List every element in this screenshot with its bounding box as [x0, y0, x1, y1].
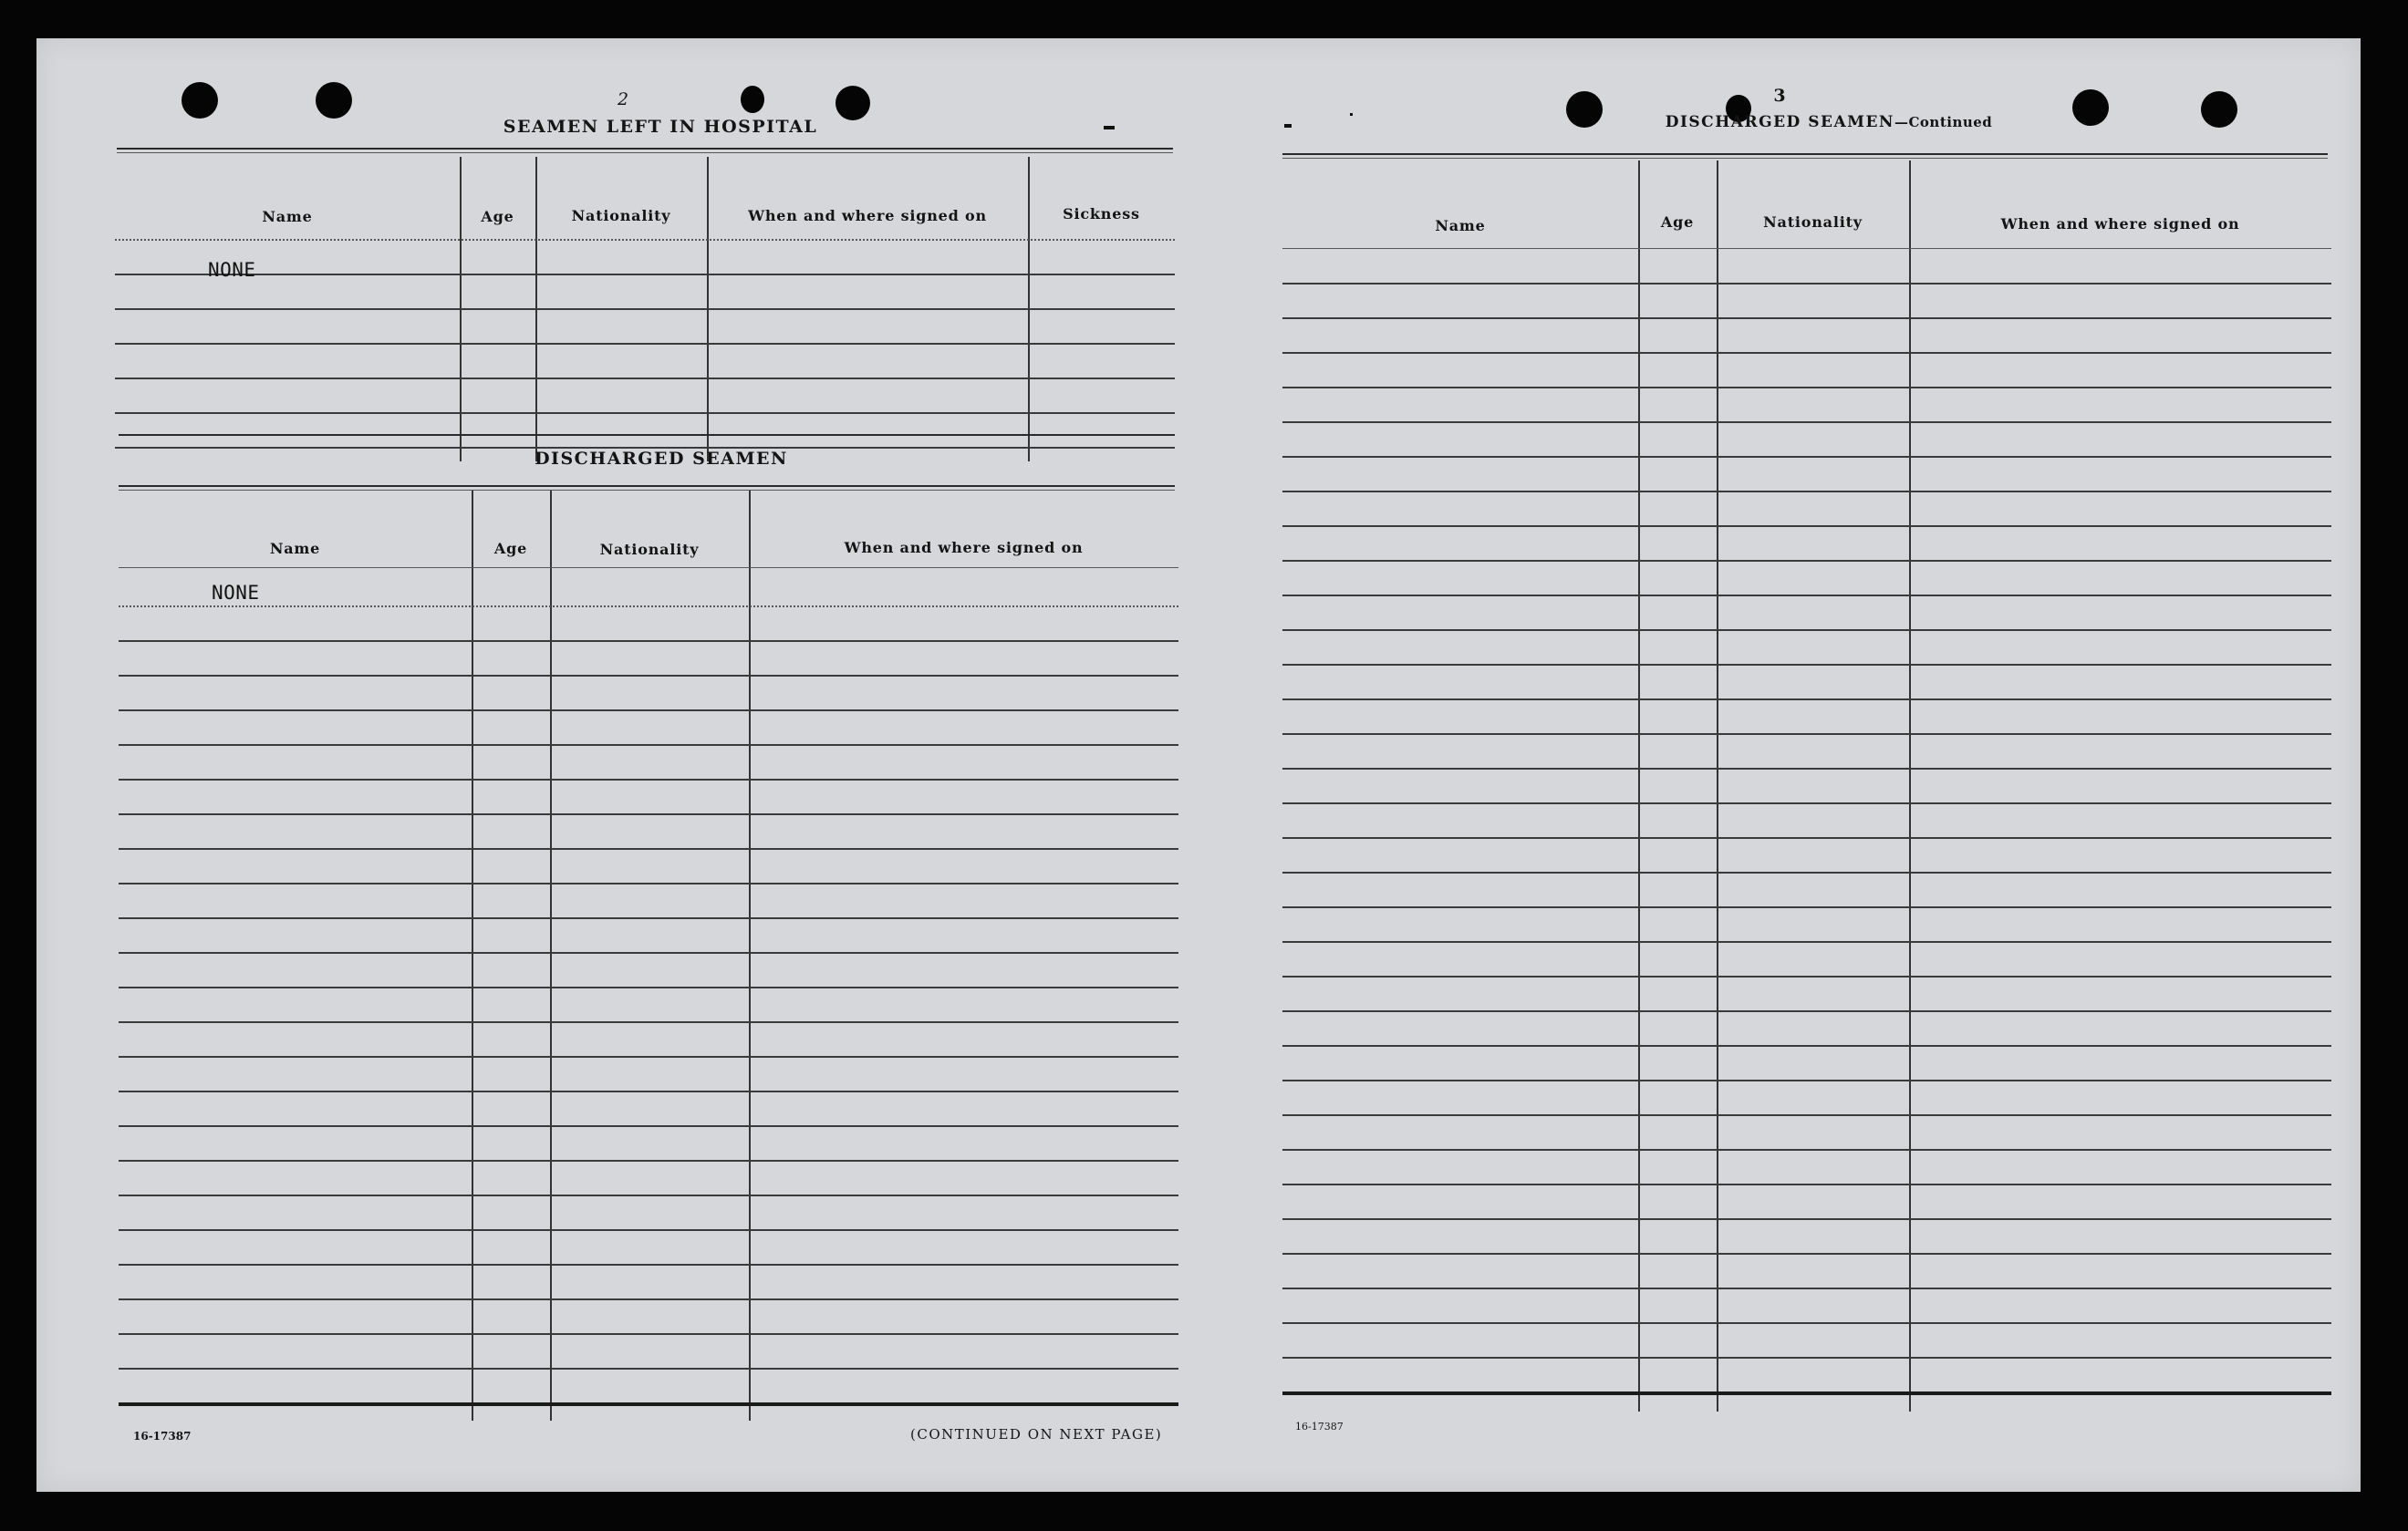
divider — [119, 434, 1175, 436]
table-row — [119, 954, 1178, 988]
table-row — [115, 345, 1175, 379]
table-row — [119, 607, 1178, 642]
table-row — [1282, 1151, 2331, 1185]
table-row — [119, 1127, 1178, 1162]
punch-hole — [2072, 89, 2109, 126]
table-row — [119, 1092, 1178, 1127]
column-header: Age — [493, 540, 528, 557]
discharged-entry-name: NONE — [212, 582, 260, 604]
column-header: When and where signed on — [2000, 215, 2240, 233]
table-row — [1282, 492, 2331, 527]
column-header: When and where signed on — [748, 207, 987, 224]
table-row — [115, 275, 1175, 310]
table-row — [1282, 250, 2331, 284]
continued-note: (CONTINUED ON NEXT PAGE) — [910, 1426, 1163, 1443]
table-row — [1282, 1012, 2331, 1047]
table-row — [119, 569, 1178, 607]
table-row — [119, 884, 1178, 919]
document-sheet — [36, 38, 2361, 1492]
table-row — [1282, 874, 2331, 908]
table-row — [1282, 700, 2331, 735]
table-row — [119, 850, 1178, 884]
page-number-left: 2 — [617, 89, 629, 109]
table-row — [115, 414, 1175, 449]
table-row — [119, 677, 1178, 711]
table-row — [115, 310, 1175, 345]
table-row — [1282, 978, 2331, 1012]
column-header: Nationality — [571, 207, 671, 224]
table-row — [1282, 1289, 2331, 1324]
table-row — [115, 379, 1175, 414]
column-header: Name — [269, 540, 321, 557]
table-row — [1282, 770, 2331, 804]
punch-hole — [182, 82, 218, 119]
table-row — [1282, 284, 2331, 319]
table-row — [1282, 319, 2331, 354]
table-row — [1282, 423, 2331, 458]
table-row — [1282, 1081, 2331, 1116]
column-header: Age — [481, 208, 514, 225]
right-title-suffix: —Continued — [1894, 114, 1993, 130]
form-number-left: 16-17387 — [133, 1430, 192, 1443]
column-header: Age — [1660, 213, 1695, 231]
table-row — [1282, 562, 2331, 596]
table-row — [1282, 804, 2331, 839]
punch-hole — [2201, 91, 2237, 128]
right-title-text: DISCHARGED SEAMEN — [1665, 113, 1894, 131]
hospital-table — [115, 157, 1175, 461]
table-row — [1282, 1324, 2331, 1359]
speck — [1104, 126, 1115, 129]
table-row — [1282, 1116, 2331, 1151]
table-row — [1282, 839, 2331, 874]
table-row — [1282, 596, 2331, 631]
table-row — [1282, 1359, 2331, 1395]
table-row — [1282, 354, 2331, 388]
table-row — [1282, 666, 2331, 700]
table-row — [1282, 631, 2331, 666]
discharged-table — [119, 491, 1178, 1421]
table-row — [1282, 943, 2331, 978]
discharged-section-title: DISCHARGED SEAMEN — [535, 449, 788, 469]
table-row — [1282, 1047, 2331, 1081]
table-row — [119, 746, 1178, 781]
discharged-continued-table — [1282, 160, 2331, 1412]
table-row — [1282, 388, 2331, 423]
table-row — [119, 1023, 1178, 1058]
table-row — [115, 157, 1175, 241]
right-section-title — [1624, 113, 2034, 131]
table-row — [119, 1162, 1178, 1196]
table-row — [1282, 160, 2331, 249]
table-row — [119, 491, 1178, 568]
speck — [1350, 113, 1353, 116]
table-row — [119, 919, 1178, 954]
table-row — [119, 1266, 1178, 1300]
table-row — [119, 1231, 1178, 1266]
page-number-right: 3 — [1773, 86, 1786, 106]
table-row — [119, 1370, 1178, 1406]
table-row — [119, 1335, 1178, 1370]
table-row — [119, 711, 1178, 746]
divider — [117, 148, 1173, 153]
punch-hole — [316, 82, 352, 119]
hospital-section-title: SEAMEN LEFT IN HOSPITAL — [503, 117, 818, 137]
table-row — [1282, 1220, 2331, 1255]
table-row — [119, 1196, 1178, 1231]
table-row — [119, 988, 1178, 1023]
table-row — [119, 1058, 1178, 1092]
speck — [1284, 124, 1292, 128]
column-header: Nationality — [599, 541, 700, 558]
column-header: Name — [1435, 217, 1486, 234]
table-row — [115, 241, 1175, 275]
column-header: Name — [262, 208, 313, 225]
hospital-entry-name: NONE — [208, 259, 256, 281]
table-row — [1282, 527, 2331, 562]
column-header: When and where signed on — [844, 539, 1084, 556]
divider — [1282, 153, 2328, 159]
table-row — [1282, 458, 2331, 492]
punch-hole — [1566, 91, 1603, 128]
column-header: Nationality — [1763, 213, 1863, 231]
table-row — [1282, 1185, 2331, 1220]
table-row — [1282, 908, 2331, 943]
column-header: Sickness — [1063, 205, 1140, 222]
table-row — [119, 781, 1178, 815]
table-row — [119, 642, 1178, 677]
punch-hole — [741, 86, 764, 113]
table-row — [119, 1300, 1178, 1335]
table-row — [119, 815, 1178, 850]
form-number-right: 16-17387 — [1295, 1421, 1344, 1433]
punch-hole — [836, 86, 870, 120]
table-row — [1282, 1255, 2331, 1289]
table-row — [1282, 735, 2331, 770]
